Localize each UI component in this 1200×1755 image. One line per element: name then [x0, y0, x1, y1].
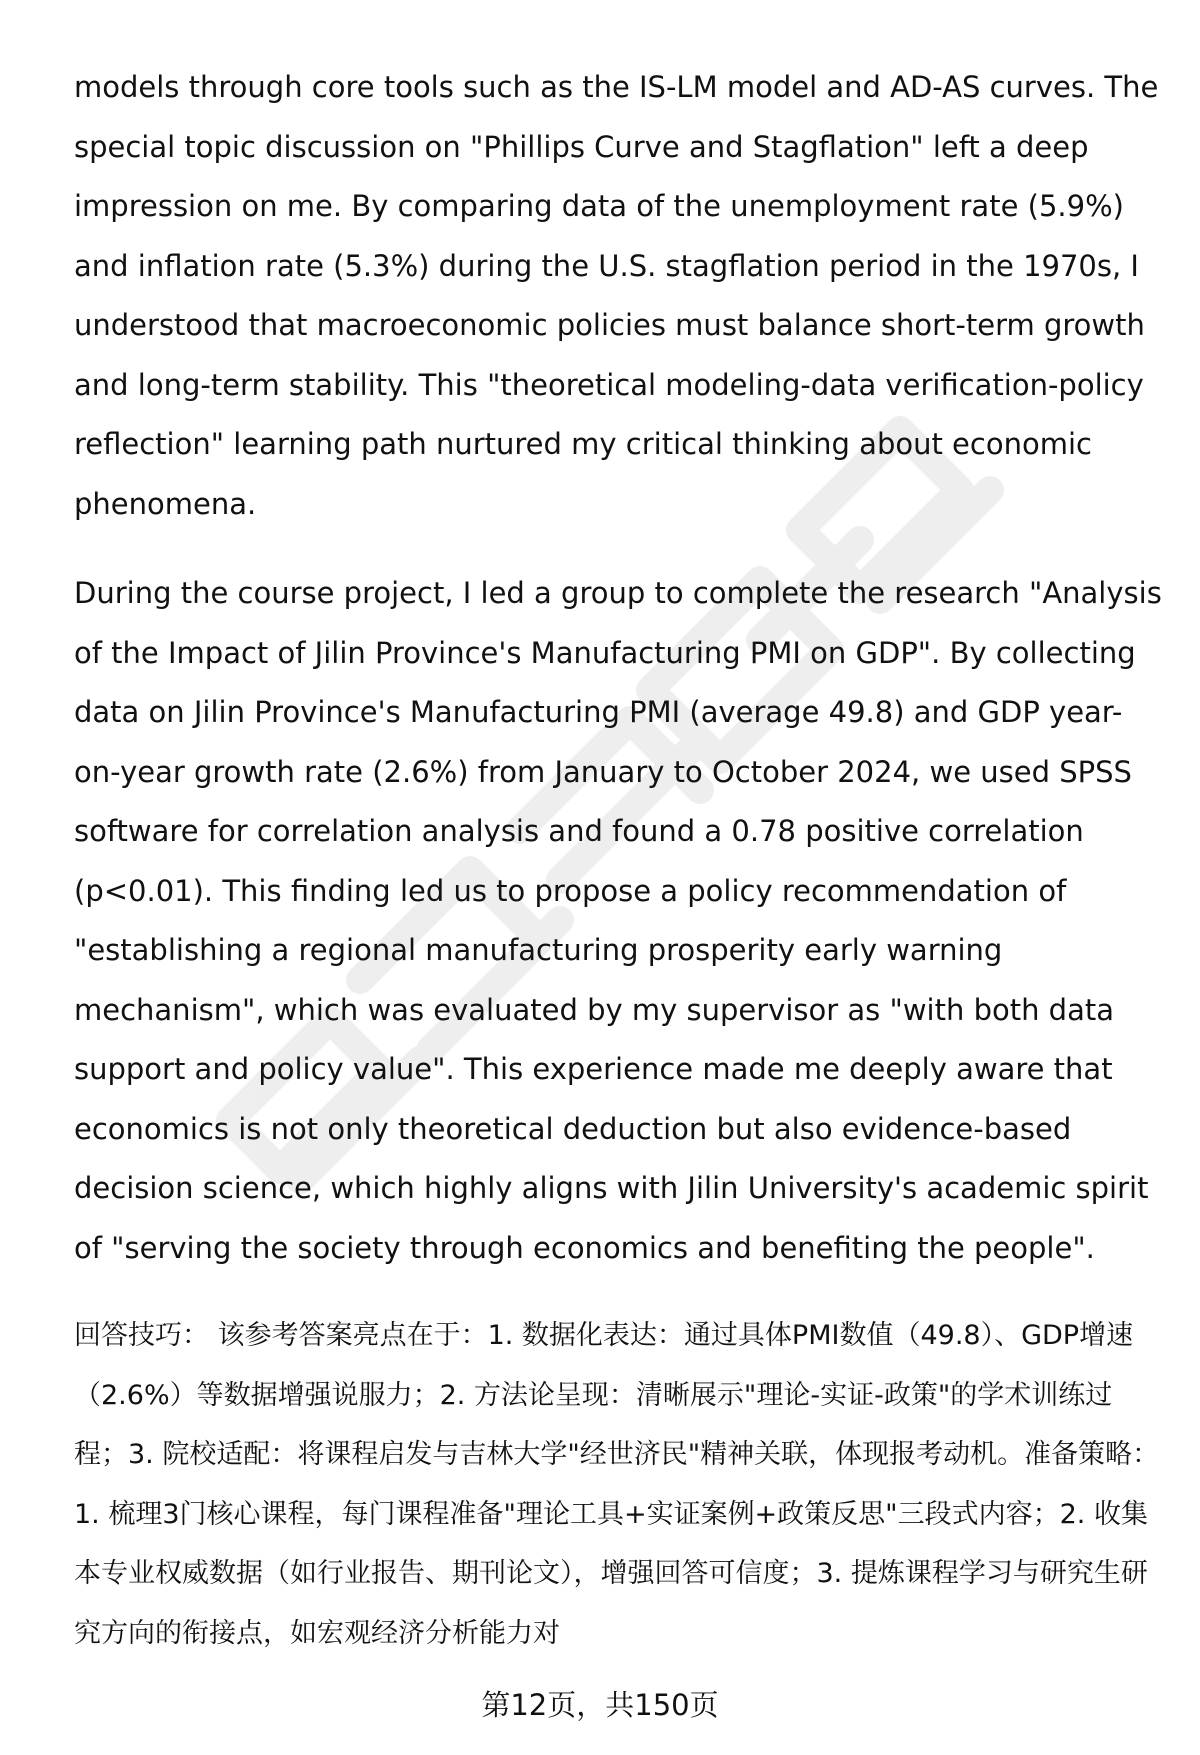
answer-tips-paragraph: 回答技巧： 该参考答案亮点在于：1. 数据化表达：通过具体PMI数值（49.8）、GDP增速（2.6%）等数据增强说服力；2. 方法论呈现：清晰展示"理论-实证-政策"的学术训练过程；3. 院校适配：将课程启发与吉林大学"经世济民"精神关联，体现报考动机。准备策略：1. 梳理3门核心课程，每门课程准备"理论工具+实证案例+政策反思"三段式内容；2. 收集本专业权威数据（如行业报告、期刊论文），增强回答可信度；3. 提炼课程学习与研究生研究方向的衔接点，如宏观经济分析能力对 [74, 1320, 1160, 1649]
document-body [74, 58, 1164, 1663]
body-paragraph-2: During the course project, I led a group to complete the research "Analysis of the Impact of Jilin Province's Manufacturing PMI on GDP". By collecting data on Jilin Province's Manufacturing PMI (average 49.8) and GDP year-on-year growth rate (2.6%) from January to October 2024, we used SPSS software for correlation analysis and found a 0.78 positive correlation (p<0.01). This finding led us to propose a policy recommendation of "establishing a regional manufacturing prosperity early warning mechanism", which was evaluated by my supervisor as "with both data support and policy value". This experience made me deeply aware that economics is not only theoretical deduction but also evidence-based decision science, which highly aligns with Jilin University's academic spirit of "serving the society through economics and benefiting the people". [74, 576, 1162, 1265]
page-number-footer: 第12页，共150页 [481, 1688, 719, 1722]
body-paragraph-1: models through core tools such as the IS-LM model and AD-AS curves. The special topic discussion on "Phillips Curve and Stagflation" left a deep impression on me. By comparing data of the unemployment rate (5.9%) and inflation rate (5.3%) during the U.S. stagflation period in the 1970s, I understood that macroeconomic policies must balance short-term growth and long-term stability. This "theoretical modeling-data verification-policy reflection" learning path nurtured my critical thinking about economic phenomena. [74, 70, 1159, 521]
